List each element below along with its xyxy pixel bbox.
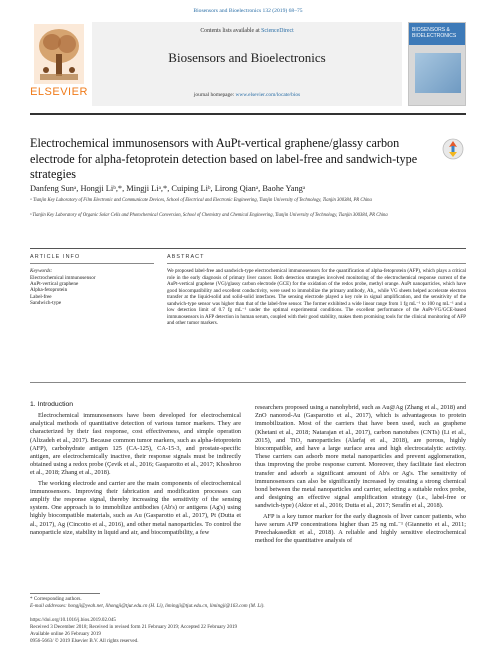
received-dates: Received 3 December 2018; Received in revised form 21 February 2019; Accepted 22 February 2019 <box>30 624 238 630</box>
body-column-right <box>255 404 466 547</box>
journal-name: Biosensors and Bioelectronics <box>168 50 326 65</box>
cover-image <box>415 53 461 93</box>
abstract-heading: ABSTRACT <box>167 254 205 260</box>
contents-line-prefix: Contents lists available at <box>200 28 262 34</box>
doi-link[interactable]: https://doi.org/10.1016/j.bios.2019.02.045 <box>30 617 116 623</box>
body-rule <box>30 382 466 383</box>
email-addresses[interactable]: E-mail addresses: hongji@yeah.net, lihongji@tjut.edu.cn (H. Li), limingji@tjut.edu.cn, limingji@163.com (M. Li). <box>30 603 265 609</box>
elsevier-tree-logo-icon <box>34 24 84 84</box>
header-rule <box>30 113 466 115</box>
affiliation-a: ᵃ Tianjin Key Laboratory of Film Electronic and Communicate Devices, School of Electrical and Electronic Engineering, Tianjin University of Technology, Tianjin 300384, PR China <box>30 198 372 203</box>
journal-reference[interactable]: Biosensors and Bioelectronics 132 (2019) 68–75 <box>193 8 303 14</box>
cover-title: BIOSENSORS & BIOELECTRONICS <box>412 27 457 39</box>
keyword-item: Label-free <box>30 293 52 300</box>
keyword-item: Sandwich-type <box>30 299 62 306</box>
abstract-text: We proposed label-free and sandwich-type electrochemical immunosensors for the quantification of alpha-fetoprotein (AFP), which plays a critical role in the early diagnosis of primary liver cancer. Both detection strategies involved monitoring of the electrochemical response current of the AuPt-vertical graphene (VG)/glassy carbon electrode (GCE) for the oxidation of the redox probe, methyl orange. AuPt nanoparticles, which have good biocompatibility and excellent conductivity, were used to immobilize the primary antibody, Ab₁, while VG sheets helped accelerate electron transfer at the liquid-solid and solid-solid interfaces. The sensing electrode played a key role in signal amplification, and the sensitivity of the sandwich-type sensor was higher than that of the label-free sensor. The former exhibited a wide linear range from 1 fg mL⁻¹ to 100 ng mL⁻¹ and a low detection limit of 0.7 fg mL⁻¹ under the optimal experimental conditions. The excellent performance of the AuPt-VG/GCE-based immunosensors in AFP detection in human serum, coupled with their good stability, makes them promising tools for the clinical monitoring of AFP and other tumor markers. <box>167 268 466 326</box>
paragraph: researchers proposed using a nanohybrid, such as Au@Ag (Zhang et al., 2018) and ZnO nanorod-Au (Gasparotto et al., 2017), which is advantageous to protein immobilization. Most of the carriers that have been used, such as graphene (Khetani et al., 2018; Natarajan et al., 2017), carbon nanotubes (CNTs) (Li et al., 2015), and TiO₂ nanoparticles (Alarfaj et al., 2018), are porous, highly biocompatible, and have a large surface area and high electrocatalytic activity. These carriers can adsorb more metal nanoparticles and prevent agglomeration, thus improving the probe response current. Moreover, they facilitate fast electron transfer and adsorb a significant amount of Ab's or Ag's. The sensitivity of immunosensors can also be significantly increased by creating a strong chemical bond between the metal nanoparticles and carrier, selecting a suitable redox probe, and designing an effective signal amplification strategy (i.e., label-free or sandwich-type) (Aktor et al., 2016; Dutta et al., 2017; Serafín et al., 2018). <box>255 404 466 510</box>
crossmark-icon[interactable] <box>442 138 464 160</box>
article-info-rule <box>30 263 154 264</box>
keyword-item: Electrochemical immunosensor <box>30 275 96 281</box>
sciencedirect-link[interactable]: ScienceDirect <box>261 28 294 34</box>
journal-info-box <box>92 22 402 106</box>
article-info-heading: ARTICLE INFO <box>30 254 81 260</box>
abstract-rule <box>167 263 466 264</box>
author-list: Danfeng Sunᵃ, Hongji Liᵇ,*, Mingji Liᵃ,*, Cuiping Liᵇ, Lirong Qianᵃ, Baohe Yangᵃ <box>30 184 306 193</box>
body-column-left <box>30 412 241 539</box>
paragraph: AFP is a key tumor marker for the early diagnosis of liver cancer patients, who have serum AFP concentrations higher than 25 ng mL⁻¹ (Giannetto et al., 2011; Preechakasedkit et al., 2018). A reliable and highly sensitive electrochemical method for the quantitative analysis of <box>255 512 466 545</box>
contents-line <box>92 28 402 34</box>
paragraph: Electrochemical immunosensors have been developed for electrochemical analytical methods of quantitative detection of various tumor markers. They are characterized by their fast response, cost effectiveness, and simple operation (Alizadeh et al., 2017). Because common tumor markers, such as alpha-fetoprotein (AFP), carbohydrate antigen 125 (CA-125), CA-15-3, and prostate-specific antigen, are electrochemically inactive, their response signals must be indirectly obtained using a redox probe (Çevik et al., 2016; Gasparotto et al., 2017; Khoshroo et al., 2018; Zhang et al., 2018). <box>30 412 241 477</box>
keyword-item: Alpha-fetoprotein <box>30 287 68 294</box>
keywords-label: Keywords: <box>30 268 53 274</box>
elsevier-logo[interactable] <box>30 22 88 106</box>
article-title: Electrochemical immunosensors with AuPt-vertical graphene/glassy carbon electrode for alpha-fetoprotein detection based on label-free and sandwich-type strategies <box>30 136 418 182</box>
keyword-list <box>30 275 150 306</box>
introduction-heading: 1. Introduction <box>30 401 74 408</box>
info-rule <box>30 248 466 249</box>
journal-homepage <box>92 92 402 98</box>
footnote-rule <box>30 593 100 594</box>
paragraph: The working electrode and carrier are the main components of electrochemical immunosensors. Improving their fabrication and modification processes can amplify the response signal, thereby increasing the sensitivity of the sensing system. One approach is to immobilize antibodies (Ab's) or antigens (Ag's) using highly biocompatible materials, such as Au (Gasparotto et al., 2017), Pt (Dutta et al., 2017), Ag (Cincotto et al., 2016), and other metal nanoparticles. To control the nanoparticle size, stability in liquid and air, and biocompatibility, a few <box>30 479 241 536</box>
journal-cover[interactable] <box>408 22 466 106</box>
corresponding-note: * Corresponding authors. <box>30 596 82 602</box>
homepage-prefix: journal homepage: <box>193 92 236 98</box>
journal-header <box>30 22 466 106</box>
publisher-logo-text: ELSEVIER <box>30 86 88 98</box>
keyword-item: AuPt-vertical graphene <box>30 281 79 288</box>
affiliation-b: ᵇ Tianjin Key Laboratory of Organic Solar Cells and Photochemical Conversion, School of Chemistry and Chemical Engineering, Tianjin University of Technology, Tianjin 300384, PR China <box>30 213 388 218</box>
homepage-link[interactable]: www.elsevier.com/locate/bios <box>235 92 301 98</box>
copyright: 0956-5663/ © 2019 Elsevier B.V. All rights reserved. <box>30 638 139 644</box>
available-online: Available online 26 February 2019 <box>30 631 101 637</box>
